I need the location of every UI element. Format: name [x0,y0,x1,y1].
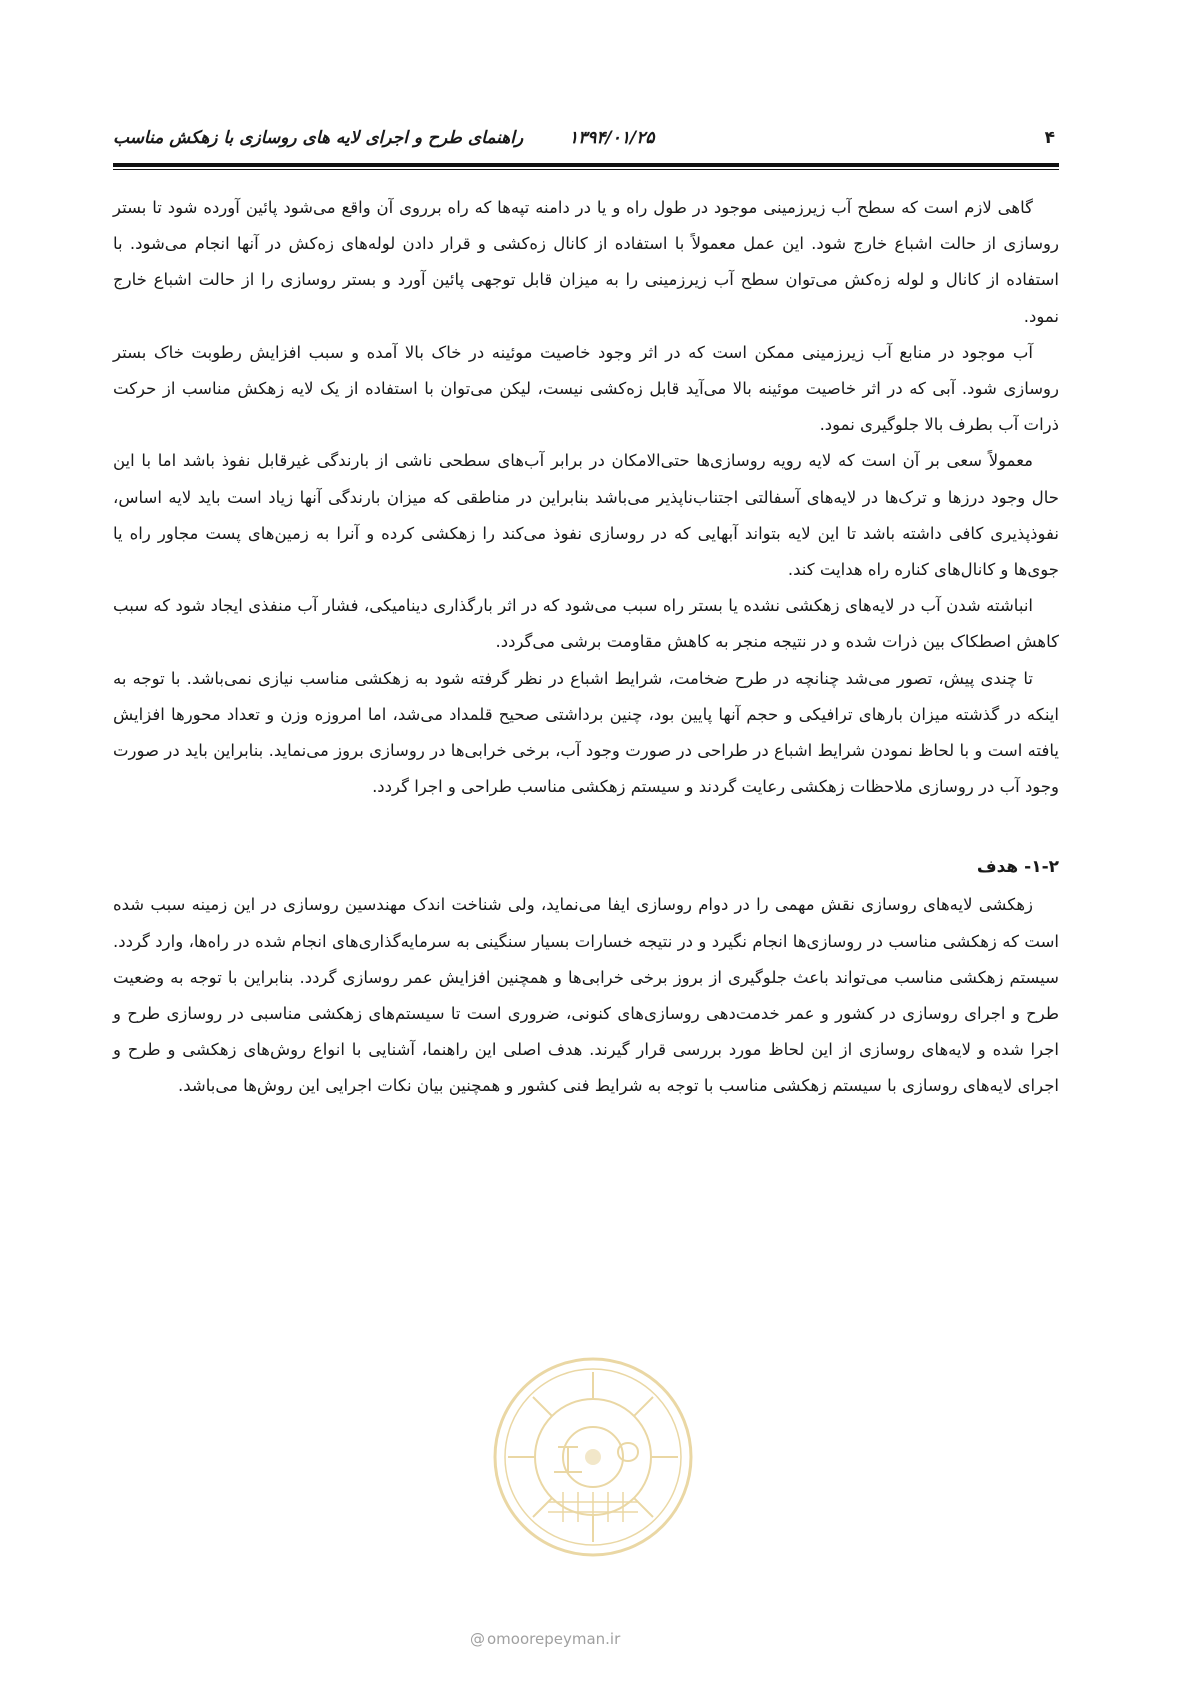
at-icon: @ [470,1630,485,1648]
page-header [113,128,1059,158]
paragraph: گاهی لازم است که سطح آب زیرزمینی موجود در طول راه و یا در دامنه تپه‌ها که راه برروی آن واقع می‌شود پائین آورده شود تا بستر روسازی از حالت اشباع خارج شود. این عمل معمولاً با استفاده از کانال زه‌کشی و قرار دادن لوله‌های زه‌کش در آنها انجام می‌شود. با استفاده از کانال و لوله زه‌کش می‌توان سطح آب زیرزمینی را به میزان قابل توجهی پائین آورد و بستر روسازی را از حالت اشباع خارج نمود. [113,198,1059,326]
header-title: راهنمای طرح و اجرای لایه های روسازی با زهکش مناسب [113,128,524,148]
paragraph: معمولاً سعی بر آن است که لایه رویه روسازی‌ها حتی‌الامکان در برابر آب‌های سطحی ناشی از بارندگی غیرقابل نفوذ باشد اما با این حال وجود درزها و ترک‌ها در لایه‌های آسفالتی اجتناب‌ناپذیر می‌باشد بنابراین در مناطقی که میزان بارندگی آنها زیاد است باید لایه اساس، نفوذپذیری کافی داشته باشد تا این لایه بتواند آبهایی که در روسازی نفوذ می‌کند را زهکشی کرده و آنرا به زمین‌های پست مجاور راه یا جوی‌ها و کانال‌های کناره راه هدایت کند. [113,451,1059,580]
footer-watermark [470,1630,620,1648]
header-rule-thick [113,163,1059,167]
header-rule-thin [113,169,1059,170]
paragraph: انباشته شدن آب در لایه‌های زهکشی نشده یا بستر راه سبب می‌شود که در اثر بارگذاری دینامیکی، فشار آب منفذی ایجاد شود که سبب کاهش اصطکاک بین ذرات شده و در نتیجه منجر به کاهش مقاومت برشی می‌گردد. [113,596,1059,652]
paragraph: آب موجود در منابع آب زیرزمینی ممکن است که در اثر وجود خاصیت موئینه در خاک بالا آمده و سبب افزایش رطوبت خاک بستر روسازی شود. آبی که در اثر خاصیت موئینه بالا می‌آید قابل زه‌کشی نیست، لیکن می‌توان با استفاده از یک لایه زهکش مناسب از حرکت ذرات آب بطرف بالا جلوگیری نمود. [113,342,1059,435]
watermark-site: omoorepeyman.ir [487,1630,621,1648]
section-paragraph: زهکشی لایه‌های روسازی نقش مهمی را در دوام روسازی ایفا می‌نماید، ولی شناخت اندک مهندسین روسازی در این زمینه سبب شده است که زهکشی مناسب در روسازی‌ها انجام نگیرد و در نتیجه خسارات بسیار سنگینی به سرمایه‌گذاری‌های انجام شده در راه‌ها، وارد گردد. سیستم زهکشی مناسب می‌تواند باعث جلوگیری از بروز برخی خرابی‌ها و همچنین افزایش عمر روسازی گردد. بنابراین با توجه به وضعیت طرح و اجرای روسازی در کشور و عمر خدمت‌دهی روسازی‌های کنونی، ضروری است تا سیستم‌های زهکشی مناسبی در روسازی طرح و اجرا شده و لایه‌های روسازی از این لحاظ مورد بررسی قرار گیرند. هدف اصلی این راهنما، آشنایی با انواع روش‌های زهکشی و طرح و اجرای لایه‌های روسازی با سیستم زهکشی مناسب با توجه به شرایط فنی کشور و همچنین بیان نکات اجرایی این روش‌ها می‌باشد. [113,895,1059,1096]
header-date: ۱۳۹۴/۰۱/۲۵ [569,128,655,148]
seal-logo-icon [488,1352,698,1562]
page-number: ۴ [1044,128,1055,148]
page-body [113,190,1059,1105]
section-heading: ۱-۲- هدف [976,857,1059,878]
paragraph: تا چندی پیش، تصور می‌شد چنانچه در طرح ضخامت، شرایط اشباع در نظر گرفته شود به زهکشی مناسب نیازی نمی‌باشد. با توجه به اینکه در گذشته میزان بارهای ترافیکی و حجم آنها پایین بود، چنین برداشتی صحیح قلمداد می‌شد، اما امروزه وزن و تعداد محورها افزایش یافته است و با لحاظ نمودن شرایط اشباع در طراحی در صورت وجود آب، برخی خرابی‌ها در روسازی بروز می‌نماید. بنابراین باید در صورت وجود آب در روسازی ملاحظات زهکشی رعایت گردند و سیستم زهکشی مناسب طراحی و اجرا گردد. [113,668,1059,797]
